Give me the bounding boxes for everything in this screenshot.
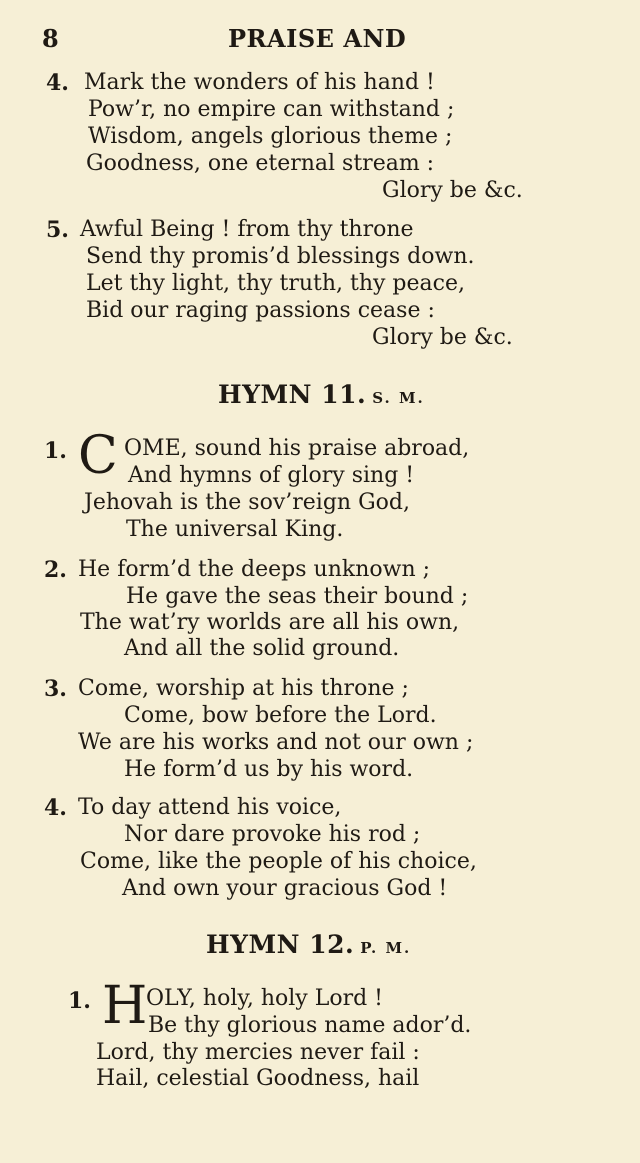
verse-line: Awful Being ! from thy throne xyxy=(80,217,414,242)
running-title: PRAISE AND xyxy=(228,24,407,53)
drop-cap: H xyxy=(102,976,148,1036)
stanza-number: 1. xyxy=(44,438,67,464)
verse-line: He form’d the deeps unknown ; xyxy=(78,557,431,582)
verse-line: Goodness, one eternal stream : xyxy=(86,151,435,176)
stanza-number: 2. xyxy=(44,557,67,583)
verse-line: Be thy glorious name ador’d. xyxy=(148,1013,472,1038)
stanza-number: 4. xyxy=(44,795,67,821)
verse-line: Mark the wonders of his hand ! xyxy=(84,70,435,95)
verse-line: He form’d us by his word. xyxy=(124,757,414,782)
verse-line: Nor dare provoke his rod ; xyxy=(124,822,421,847)
verse-line: Wisdom, angels glorious theme ; xyxy=(88,124,453,149)
verse-line: And hymns of glory sing ! xyxy=(128,463,415,488)
verse-line: And all the solid ground. xyxy=(124,636,400,661)
hymn-number: HYMN 11. xyxy=(218,380,367,409)
page-number: 8 xyxy=(42,24,59,53)
drop-cap: C xyxy=(78,426,118,486)
refrain: Glory be &c. xyxy=(382,178,523,203)
stanza-number: 5. xyxy=(46,217,69,243)
verse-line: Hail, celestial Goodness, hail xyxy=(96,1066,420,1091)
refrain: Glory be &c. xyxy=(372,325,513,350)
verse-line: The universal King. xyxy=(126,517,344,542)
stanza-number: 4. xyxy=(46,70,69,96)
hymn-title xyxy=(218,380,425,409)
verse-line: Bid our raging passions cease : xyxy=(86,298,435,323)
verse-line: OLY, holy, holy Lord ! xyxy=(146,986,384,1011)
verse-line: Let thy light, thy truth, thy peace, xyxy=(86,271,465,296)
verse-line: The wat’ry worlds are all his own, xyxy=(80,610,460,635)
verse-line: Come, worship at his throne ; xyxy=(78,676,409,701)
verse-line: We are his works and not our own ; xyxy=(78,730,474,755)
hymn-title xyxy=(206,930,411,959)
verse-line: Pow’r, no empire can withstand ; xyxy=(88,97,455,122)
verse-line: Jehovah is the sov’reign God, xyxy=(84,490,410,515)
hymn-number: HYMN 12. xyxy=(206,930,355,959)
verse-line: OME, sound his praise abroad, xyxy=(124,436,470,461)
stanza-number: 1. xyxy=(68,988,91,1014)
verse-line: And own your gracious God ! xyxy=(122,876,448,901)
hymn-meter: S. M. xyxy=(372,389,425,407)
verse-line: Come, bow before the Lord. xyxy=(124,703,437,728)
stanza-number: 3. xyxy=(44,676,67,702)
hymn-meter: P. M. xyxy=(360,939,412,957)
verse-line: Lord, thy mercies never fail : xyxy=(96,1040,420,1065)
verse-line: To day attend his voice, xyxy=(78,795,342,820)
verse-line: Come, like the people of his choice, xyxy=(80,849,477,874)
verse-line: Send thy promis’d blessings down. xyxy=(86,244,475,269)
verse-line: He gave the seas their bound ; xyxy=(126,584,469,609)
